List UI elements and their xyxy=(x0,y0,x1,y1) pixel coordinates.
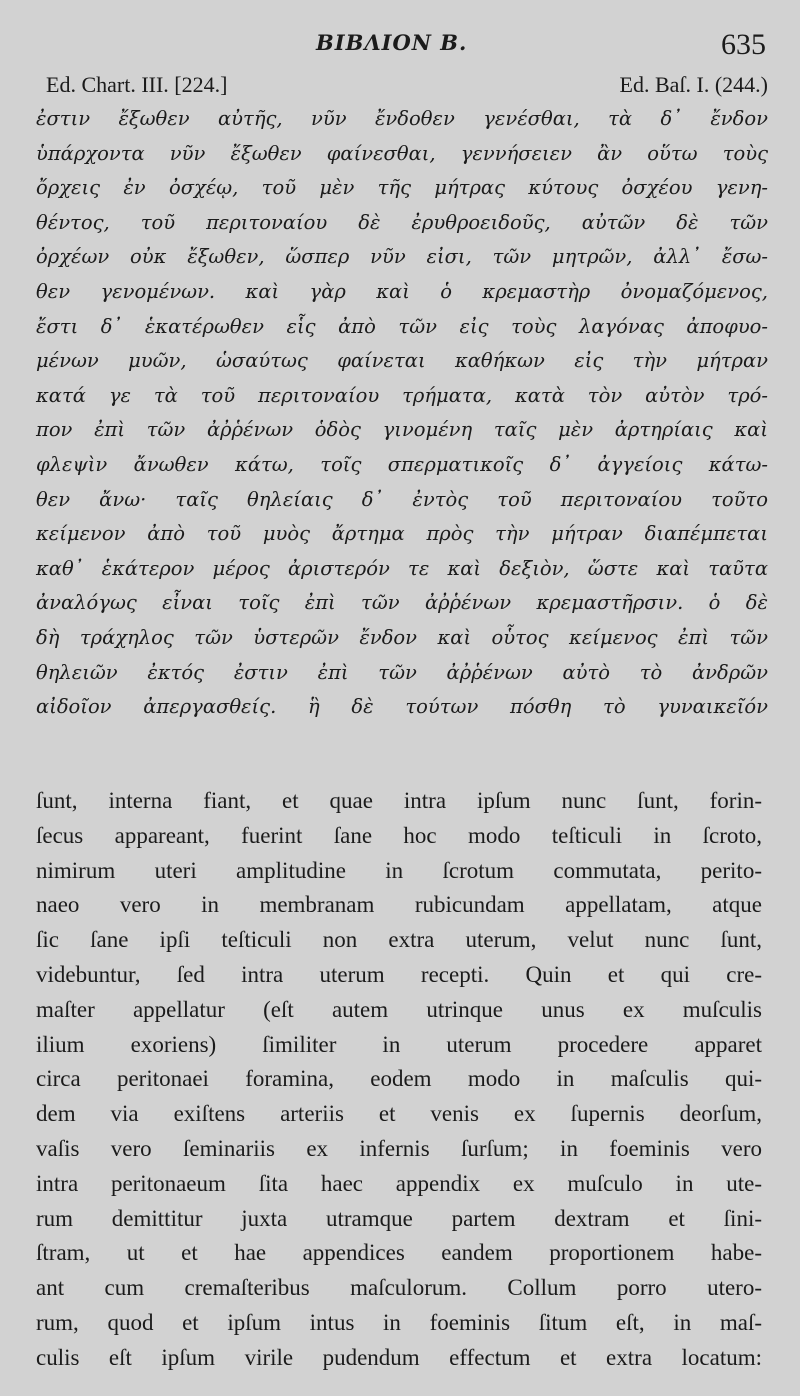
running-head xyxy=(0,26,800,66)
latin-line: ilium exoriens) ſimiliter in uterum procedere apparet xyxy=(36,1031,762,1057)
latin-line: circa peritonaei foramina, eodem modo in maſculis qui- xyxy=(36,1066,762,1092)
greek-line: θέντος, τοῦ περιτοναίου δὲ ἐρυθροειδοῦς, αὐτῶν δὲ τῶν xyxy=(36,210,768,234)
latin-line: rum, quod et ipſum intus in foeminis ſitum eſt, in maſ- xyxy=(36,1309,762,1335)
greek-line: ἐστιν ἔξωθεν αὐτῆς, νῦν ἔνδοθεν γενέσθαι, τὰ δ᾽ ἔνδον xyxy=(36,107,768,130)
page-number: 635 xyxy=(721,28,766,61)
greek-line: φλεψὶν ἄνωθεν κάτω, τοῖς σπερματικοῖς δ᾽ ἀγγείοις κάτω- xyxy=(36,452,768,476)
greek-line: ὑπάρχοντα νῦν ἔξωθεν φαίνεσθαι, γεννήσειεν ἂν οὕτω τοὺς xyxy=(36,141,768,165)
latin-line: maſter appellatur (eſt autem utrinque unus ex muſculis xyxy=(36,996,762,1022)
greek-line: αἰδοῖον ἀπεργασθείς. ἣ δὲ τούτων πόσθη τὸ γυναικεῖόν xyxy=(36,695,768,719)
latin-line: ſic ſane ipſi teſticuli non extra uterum, velut nunc ſunt, xyxy=(36,927,762,953)
greek-line: πον ἐπὶ τῶν ἀῤῥένων ὁδὸς γινομένη ταῖς μὲν ἀρτηρίαις καὶ xyxy=(36,418,768,442)
latin-line: ſecus appareant, fuerint ſane hoc modo teſticuli in ſcroto, xyxy=(36,822,762,848)
greek-line: δὴ τράχηλος τῶν ὑστερῶν ἔνδον καὶ οὗτος κείμενος ἐπὶ τῶν xyxy=(36,625,768,649)
edition-basel-ref: Ed. Baſ. I. (244.) xyxy=(619,72,768,97)
latin-line: ſunt, interna fiant, et quae intra ipſum nunc ſunt, forin- xyxy=(36,788,762,813)
greek-line: ἀναλόγως εἶναι τοῖς ἐπὶ τῶν ἀῤῥένων κρεμαστῆρσιν. ὁ δὲ xyxy=(36,591,768,615)
greek-line: θεν γενομένων. καὶ γὰρ καὶ ὁ κρεμαστὴρ ὀνομαζόμενος, xyxy=(36,279,768,303)
edition-chartier-ref: Ed. Chart. III. [224.] xyxy=(46,72,228,97)
edition-references xyxy=(46,72,768,102)
greek-line: μένων μυῶν, ὡσαύτως φαίνεται καθήκων εἰς τὴν μήτραν xyxy=(36,349,768,373)
greek-text-block xyxy=(36,102,768,725)
greek-line: ὄρχεις ἐν ὀσχέῳ, τοῦ μὲν τῆς μήτρας κύτους ὀσχέου γενη- xyxy=(36,176,768,200)
latin-line: intra peritonaeum ſita haec appendix ex muſculo in ute- xyxy=(36,1170,762,1196)
greek-line: κείμενον ἀπὸ τοῦ μυὸς ἄρτημα πρὸς τὴν μήτραν διαπέμπεται xyxy=(36,522,768,546)
latin-text-block xyxy=(36,784,762,1376)
latin-line: vaſis vero ſeminariis ex infernis ſurſum; in foeminis vero xyxy=(36,1135,762,1161)
greek-line: ἔστι δ᾽ ἑκατέρωθεν εἷς ἀπὸ τῶν εἰς τοὺς λαγόνας ἀποφυο- xyxy=(36,314,768,338)
latin-line: naeo vero in membranam rubicundam appellatam, atque xyxy=(36,892,762,918)
greek-line: θηλειῶν ἐκτός ἐστιν ἐπὶ τῶν ἀῤῥένων αὐτὸ τὸ ἀνδρῶν xyxy=(36,660,768,684)
greek-line: ὀρχέων οὐκ ἔξωθεν, ὥσπερ νῦν εἰσι, τῶν μητρῶν, ἀλλ᾽ ἔσω- xyxy=(36,245,768,269)
running-title: ΒΙΒΛΙΟΝ Β. xyxy=(316,30,468,55)
latin-line: nimirum uteri amplitudine in ſcrotum commutata, perito- xyxy=(36,857,762,883)
latin-line: videbuntur, ſed intra uterum recepti. Quin et qui cre- xyxy=(36,961,762,987)
latin-line: dem via exiſtens arteriis et venis ex ſupernis deorſum, xyxy=(36,1101,762,1127)
latin-line: culis eſt ipſum virile pudendum effectum et extra locatum: xyxy=(36,1344,762,1370)
greek-line: θεν ἄνω· ταῖς θηλείαις δ᾽ ἐντὸς τοῦ περιτοναίου τοῦτο xyxy=(36,487,768,511)
greek-line: κατά γε τὰ τοῦ περιτοναίου τρήματα, κατὰ τὸν αὐτὸν τρό- xyxy=(36,383,768,407)
latin-line: ant cum cremaſteribus maſculorum. Collum porro utero- xyxy=(36,1275,762,1301)
greek-line: καθ᾽ ἑκάτερον μέρος ἀριστερόν τε καὶ δεξιὸν, ὥστε καὶ ταῦτα xyxy=(36,556,768,580)
latin-line: ſtram, ut et hae appendices eandem proportionem habe- xyxy=(36,1240,762,1266)
latin-line: rum demittitur juxta utramque partem dextram et ſini- xyxy=(36,1205,762,1231)
